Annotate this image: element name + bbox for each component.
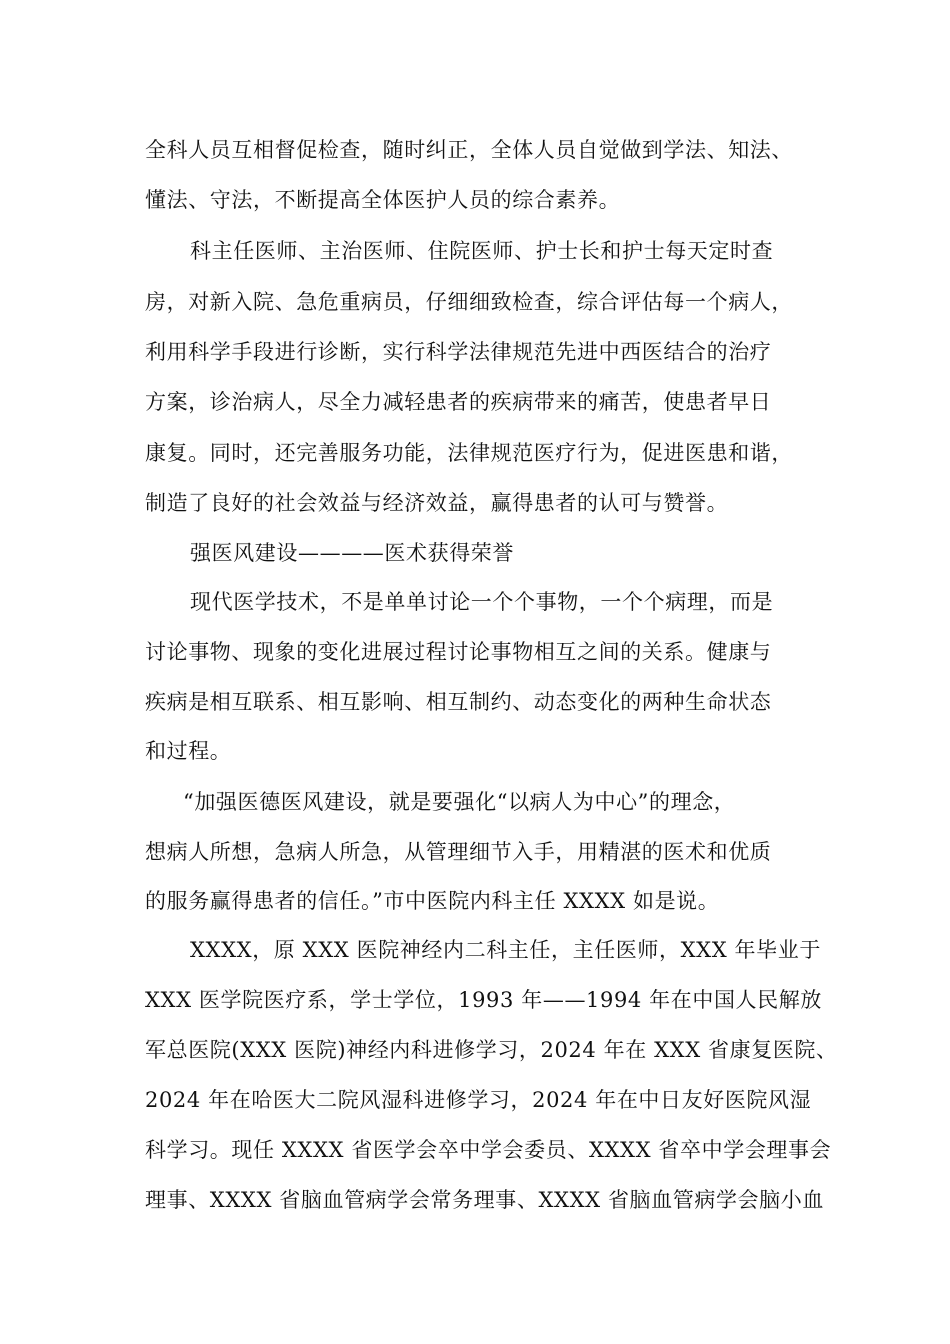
text-line: 科学习。现任 XXXX 省医学会卒中学会委员、XXXX 省卒中学会理事会 (145, 1138, 832, 1162)
text-line: 想病人所想，急病人所急，从管理细节入手，用精湛的医术和优质 (145, 840, 772, 864)
text-line: 理事、XXXX 省脑血管病学会常务理事、XXXX 省脑血管病学会脑小血 (145, 1188, 824, 1212)
section-heading: 强医风建设————医术获得荣誉 (190, 541, 514, 565)
text-line: 制造了良好的社会效益与经济效益，赢得患者的认可与赞誉。 (145, 491, 729, 515)
text-line: 的服务赢得患者的信任。”市中医院内科主任 XXXX 如是说。 (145, 889, 720, 913)
text-line: “加强医德医风建设，就是要强化“以病人为中心”的理念， (183, 790, 736, 814)
text-line: 和过程。 (145, 739, 232, 763)
text-line: XXXX，原 XXX 医院神经内二科主任，主任医师，XXX 年毕业于 (190, 938, 821, 962)
text-line: 疾病是相互联系、相互影响、相互制约、动态变化的两种生命状态 (145, 690, 772, 714)
text-line: 利用科学手段进行诊断，实行科学法律规范先进中西医结合的治疗 (145, 340, 772, 364)
text-line: 房，对新入院、急危重病员，仔细细致检查，综合评估每一个病人， (145, 290, 793, 314)
text-line: 军总医院(XXX 医院)神经内科进修学习，2024 年在 XXX 省康复医院、 (145, 1038, 838, 1062)
text-line: 科主任医师、主治医师、住院医师、护士长和护士每天定时查 (190, 239, 774, 263)
text-line: 现代医学技术，不是单单讨论一个个事物，一个个病理，而是 (190, 590, 774, 614)
text-line: 懂法、守法，不断提高全体医护人员的综合素养。 (145, 188, 621, 212)
text-line: XXX 医学院医疗系，学士学位，1993 年——1994 年在中国人民解放 (145, 988, 822, 1012)
text-line: 方案，诊治病人，尽全力减轻患者的疾病带来的痛苦，使患者早日 (145, 390, 772, 414)
text-line: 康复。同时，还完善服务功能，法律规范医疗行为，促进医患和谐， (145, 441, 793, 465)
text-line: 全科人员互相督促检查，随时纠正，全体人员自觉做到学法、知法、 (145, 138, 793, 162)
text-line: 2024 年在哈医大二院风湿科进修学习，2024 年在中日友好医院风湿 (145, 1088, 812, 1112)
text-line: 讨论事物、现象的变化进展过程讨论事物相互之间的关系。健康与 (145, 640, 772, 664)
